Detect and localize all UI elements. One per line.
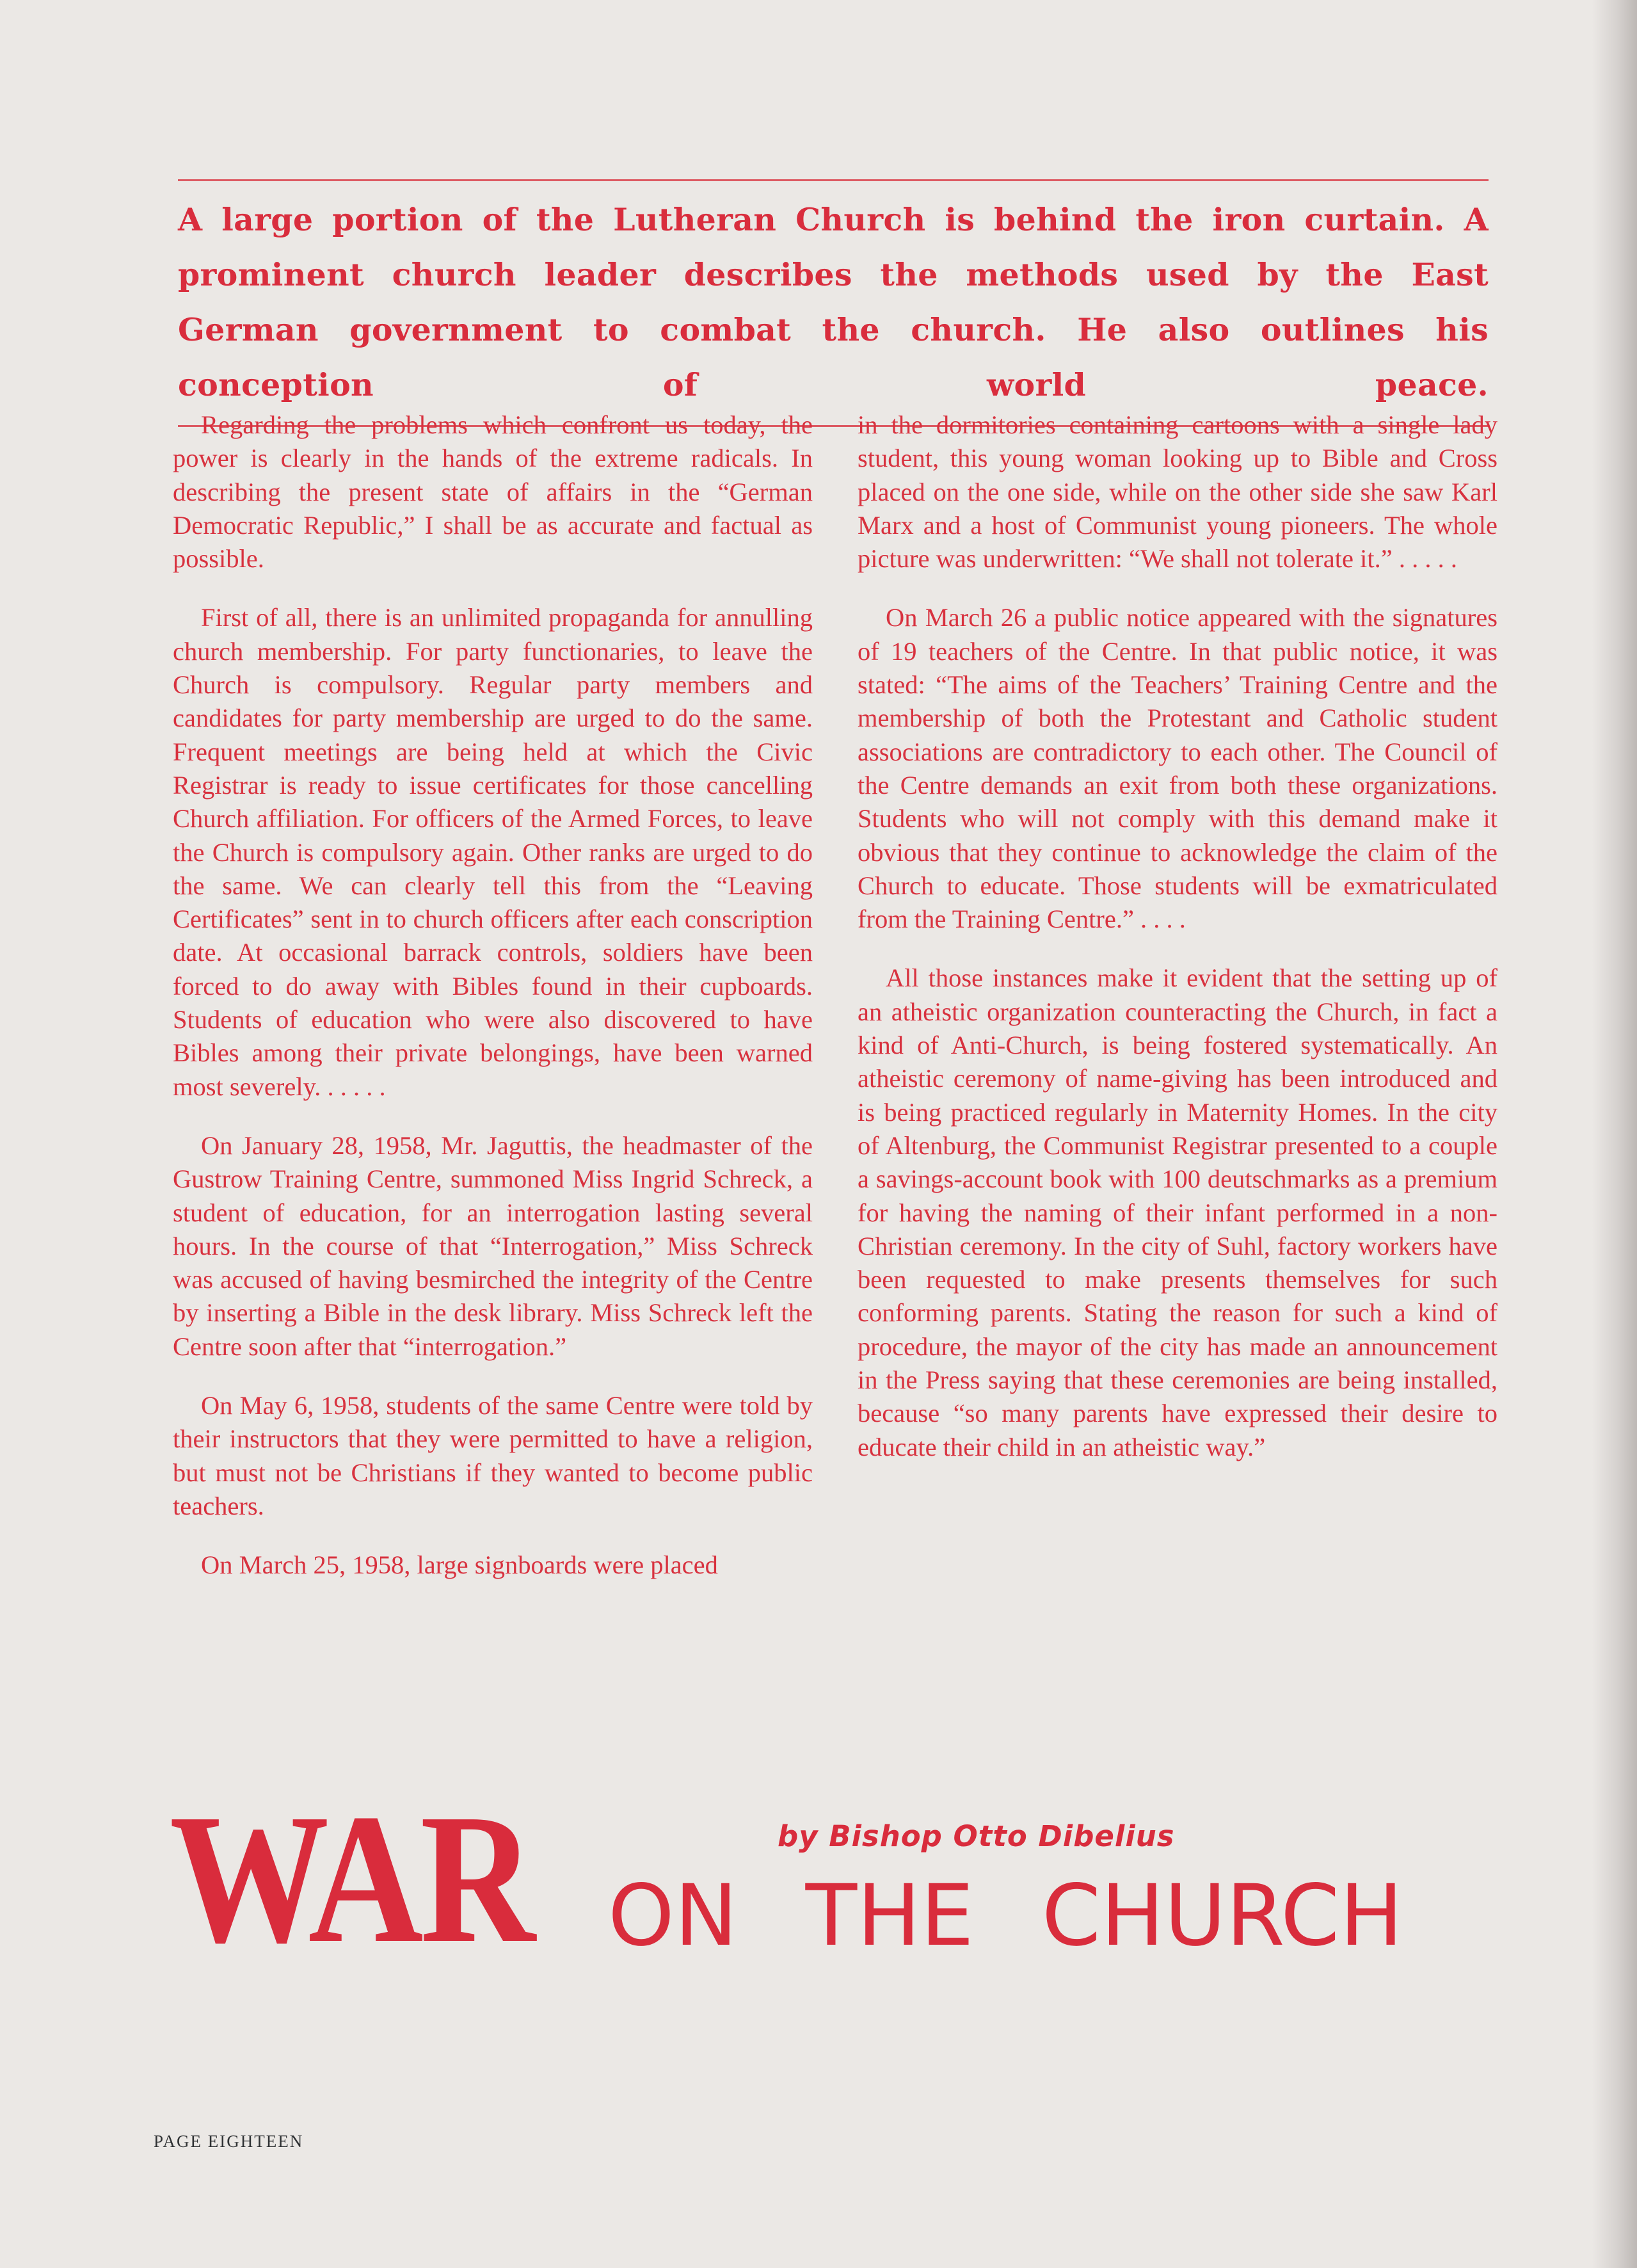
page-number: PAGE EIGHTEEN [154, 2132, 304, 2151]
page-edge-shadow [1592, 0, 1637, 2268]
left-column [173, 408, 813, 1608]
article-title [170, 1776, 1513, 1981]
title-war: WAR [170, 1776, 532, 1981]
paragraph: On March 25, 1958, large signboards were placed [201, 1550, 718, 1580]
article-columns [173, 408, 1497, 1608]
intro-box [178, 179, 1489, 427]
paragraph: On May 6, 1958, students of the same Centre were told by their instructors that they were permitted to have a religion, but must not be Christians if they wanted to become public teachers. [173, 1391, 813, 1520]
paragraph: First of all, there is an unlimited propaganda for annulling church membership. For party functionaries, to leave the Church is compulsory. Regular party members and candidates for party membership are urged to do the same. Frequent meetings are being held at which the Civic Registrar is ready to issue certificates for those cancelling Church affiliation. For officers of the Armed Forces, to leave the Church is compulsory again. Other ranks are urged to do the same. We can clearly tell this from the “Leaving Certificates” sent in to church officers after each conscription date. At occasional barrack controls, soldiers have been forced to do away with Bibles found in their cupboards. Students of education who were also discovered to have Bibles among their private belongings, have been warned most severely. . . . . . [173, 603, 813, 1101]
paragraph: On January 28, 1958, Mr. Jaguttis, the headmaster of the Gustrow Training Centre, summoned Miss Ingrid Schreck, a student of education, for an interrogation lasting several hours. In the course of that “Interrogation,” Miss Schreck was accused of having besmirched the integrity of the Centre by inserting a Bible in the desk library. Miss Schreck left the Centre soon after that “interrogation.” [173, 1130, 813, 1361]
byline: by Bishop Otto Dibelius [778, 1819, 1175, 1853]
paragraph: All those instances make it evident that the setting up of an atheistic organization counteracting the Church, in fact a kind of Anti-Church, is being fostered systematically. An atheistic ceremony of name-giving has been introduced and is being practiced regularly in Maternity Homes. In the city of Altenburg, the Communist Registrar presented to a couple a savings-account book with 100 deutschmarks as a premium for having the naming of their infant performed in a non-Christian ceremony. In the city of Suhl, factory workers have been requested to make presents themselves for such conforming parents. Stating the reason for such a kind of procedure, the mayor of the city has made an announcement in the Press saying that these ceremonies are being installed, because “so many parents have expressed their desire to educate their child in an atheistic way.” [858, 963, 1497, 1461]
title-on-the-church: ON THE CHURCH [608, 1867, 1403, 1965]
paragraph: Regarding the problems which confront us today, the power is clearly in the hands of the extreme radicals. In describing the present state of affairs in the “German Democratic Republic,” I shall be as accurate and factual as possible. [173, 410, 813, 574]
right-column [858, 408, 1497, 1608]
paragraph: in the dormitories containing cartoons with a single lady student, this young woman looking up to Bible and Cross placed on the one side, while on the other side she saw Karl Marx and a host of Communist young pioneers. The whole picture was underwritten: “We shall not tolerate it.” . . . . . [858, 410, 1497, 574]
intro-text: A large portion of the Lutheran Church is behind the iron curtain. A prominent church leader describes the methods used by the East German government to combat the church. He also outlines his conception of world peace. [178, 201, 1489, 403]
paragraph: On March 26 a public notice appeared with the signatures of 19 teachers of the Centre. In that public notice, it was stated: “The aims of the Teachers’ Training Centre and the membership of both the Protestant and Catholic student associations are contradictory to each other. The Council of the Centre demands an exit from both these organizations. Students who will not comply with this demand make it obvious that they continue to acknowledge the claim of the Church to educate. Those students will be exmatriculated from the Training Centre.” . . . . [858, 603, 1497, 934]
